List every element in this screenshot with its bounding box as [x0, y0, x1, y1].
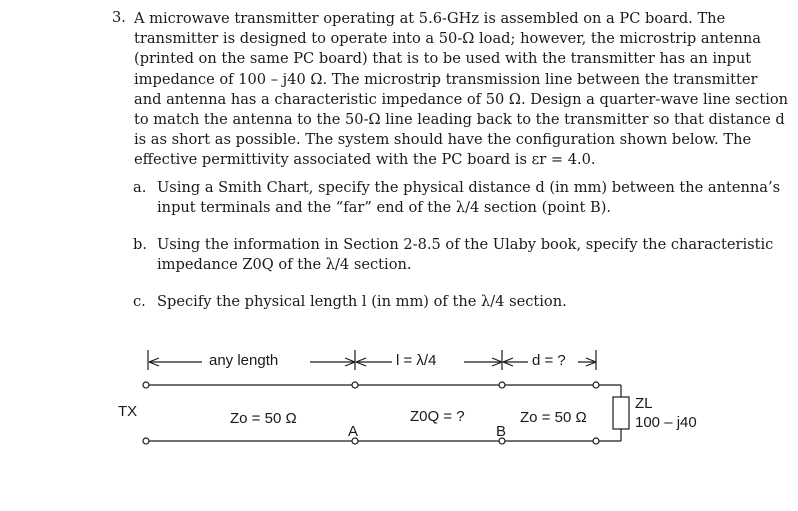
part-b-label: b. — [133, 236, 147, 253]
problem-number: 3. — [112, 9, 126, 26]
terminal — [143, 382, 149, 388]
load-impedance-box — [613, 397, 629, 429]
part-a-line: input terminals and the “far” end of the λ/4 section (point B). — [157, 199, 612, 217]
distance-d-label: d = ? — [532, 352, 566, 369]
statement-line: to match the antenna to the 50-Ω line leading back to the transmitter so that distance d — [134, 111, 785, 129]
statement-line: is as short as possible. The system should have the configuration shown below. The — [134, 131, 752, 149]
part-a-text — [157, 178, 780, 218]
load-zl-label: ZL — [635, 395, 653, 412]
part-b — [133, 235, 774, 277]
statement-line: transmitter is designed to operate into a 50-Ω load; however, the microstrip antenna — [134, 30, 761, 48]
part-b-line: Using the information in Section 2-8.5 of the Ulaby book, specify the characteristic — [157, 236, 774, 253]
part-a — [133, 178, 781, 220]
load-value-label: 100 – j40 — [635, 414, 697, 431]
statement-line: and antenna has a characteristic impedance of 50 Ω. Design a quarter-wave line section — [134, 90, 789, 108]
quarter-wave-label: l = λ/4 — [396, 352, 437, 369]
any-length-label: any length — [209, 352, 279, 369]
terminal — [593, 382, 599, 388]
part-c-label: c. — [133, 293, 146, 310]
part-c — [133, 292, 753, 314]
part-b-text — [157, 235, 773, 275]
z0-left-label: Zo = 50 Ω — [230, 410, 297, 427]
terminal — [143, 438, 149, 444]
problem-statement — [134, 9, 789, 171]
statement-line: (printed on the same PC board) that is to be used with the transmitter has an input — [134, 50, 752, 68]
statement-line: effective permittivity associated with the PC board is εr = 4.0. — [134, 151, 596, 169]
statement-line: impedance of 100 – j40 Ω. The microstrip transmission line between the transmitter — [134, 70, 758, 88]
z0-right-label: Zo = 50 Ω — [520, 409, 587, 426]
point-a-label: A — [348, 423, 359, 440]
terminal — [593, 438, 599, 444]
terminal — [499, 382, 505, 388]
part-c-line: Specify the physical length l (in mm) of the λ/4 section. — [157, 293, 567, 310]
z0q-label: Z0Q = ? — [410, 408, 465, 425]
part-a-line: Using a Smith Chart, specify the physical distance d (in mm) between the antenna’s — [157, 179, 781, 196]
part-c-text — [157, 292, 567, 312]
part-b-line: impedance Z0Q of the λ/4 section. — [157, 256, 412, 274]
transmitter-label: TX — [118, 403, 138, 420]
circuit-diagram — [110, 340, 750, 470]
point-b-label: B — [496, 423, 507, 440]
part-a-label: a. — [133, 179, 147, 196]
terminal — [352, 382, 358, 388]
statement-line: A microwave transmitter operating at 5.6-GHz is assembled on a PC board. The — [134, 10, 726, 27]
